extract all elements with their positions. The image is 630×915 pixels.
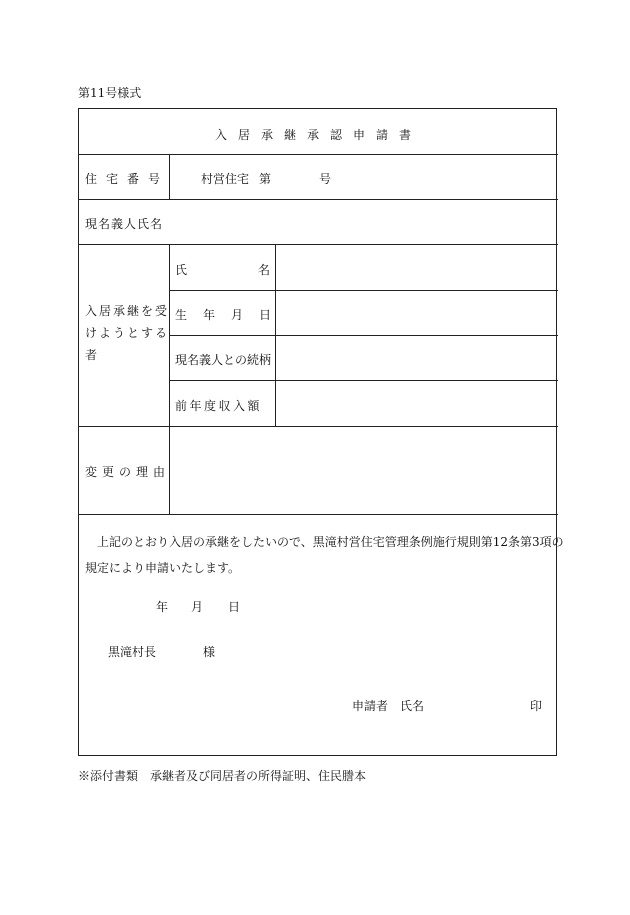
house-number-label: 住宅番号 xyxy=(85,172,170,186)
statement-line-2: 規定により申請いたします。 xyxy=(85,561,241,575)
successor-label-line-2: けようとする xyxy=(85,326,170,340)
date-day: 日 xyxy=(228,600,241,614)
application-form xyxy=(78,108,564,756)
birthdate-label-3: 月 xyxy=(231,308,244,322)
rule-below-birthdate xyxy=(169,335,558,336)
applicant-name-label: 氏名 xyxy=(400,699,425,713)
divider-house-number xyxy=(169,154,170,199)
rule-below-title xyxy=(79,154,558,155)
reason-label: 変更の理由 xyxy=(85,465,171,479)
birthdate-label-4: 日 xyxy=(259,308,272,322)
birthdate-label-1: 生 xyxy=(175,308,188,322)
rule-below-relationship xyxy=(169,380,558,381)
addressee-honorific: 様 xyxy=(203,645,216,659)
rule-below-house-number xyxy=(79,199,558,200)
form-number: 第11号様式 xyxy=(78,86,142,100)
name-label-right: 名 xyxy=(258,263,271,277)
birthdate-label-2: 年 xyxy=(203,308,216,322)
addressee-name: 黒滝村長 xyxy=(108,645,157,659)
house-number-dai: 第 xyxy=(259,172,272,186)
date-month: 月 xyxy=(191,600,204,614)
attachments-note: ※添付書類 承継者及び同居者の所得証明、住民謄本 xyxy=(78,769,367,783)
house-number-go: 号 xyxy=(319,172,332,186)
seal-mark: 印 xyxy=(530,699,543,713)
statement-line-1: 上記のとおり入居の承継をしたいので、黒滝村営住宅管理条例施行規則第12条第3項の xyxy=(97,535,564,549)
current-holder-label: 現名義人氏名 xyxy=(85,217,164,231)
rule-below-reason xyxy=(79,514,558,515)
form-title: 入居承継承認申請書 xyxy=(214,128,422,142)
applicant-label: 申請者 xyxy=(352,699,389,713)
house-number-prefix: 村営住宅 xyxy=(201,172,250,186)
name-label-left: 氏 xyxy=(175,263,188,277)
rule-below-successor xyxy=(79,426,558,427)
successor-label-line-1: 入居承継を受 xyxy=(85,304,170,318)
rule-below-current-holder xyxy=(79,244,558,245)
rule-below-name xyxy=(169,290,558,291)
date-year: 年 xyxy=(156,600,169,614)
divider-sublabel-column xyxy=(275,244,276,426)
successor-label-line-3: 者 xyxy=(85,348,98,362)
relationship-label: 現名義人との続柄 xyxy=(175,353,272,367)
income-label: 前年度収入額 xyxy=(175,399,263,413)
